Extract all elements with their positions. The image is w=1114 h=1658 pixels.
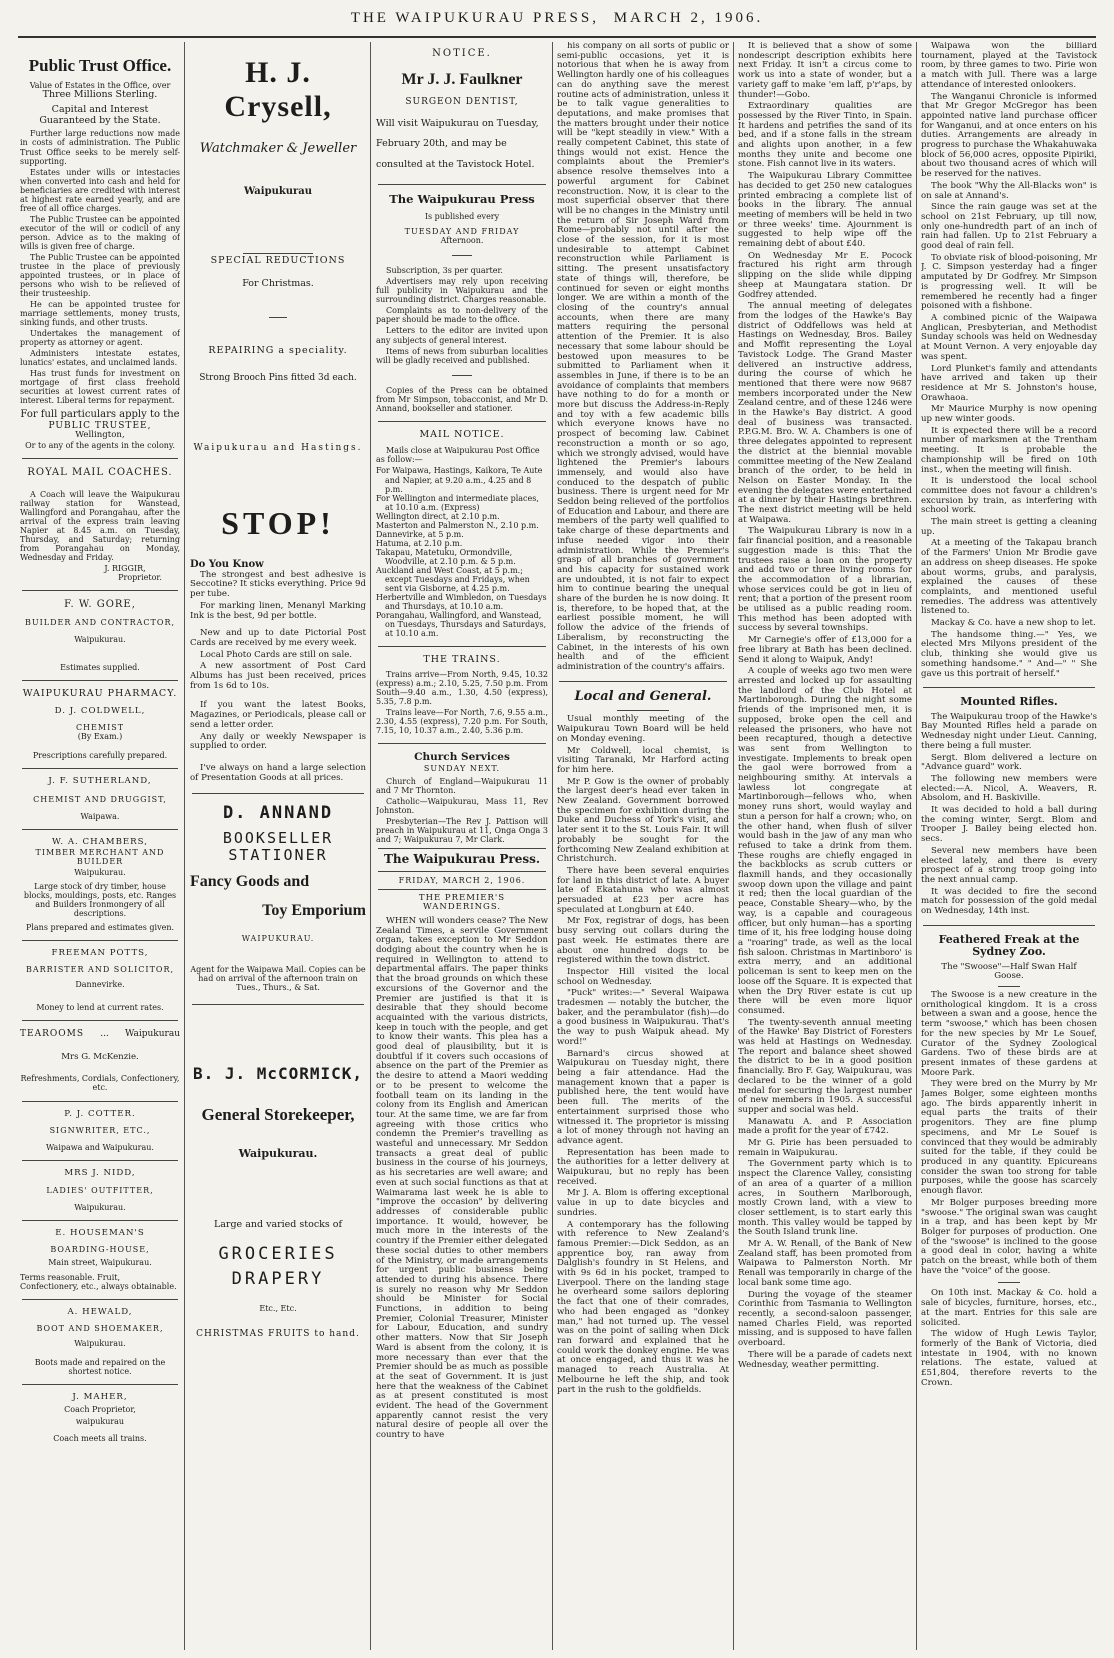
news-item: The Government party which is to inspect the Clarence Valley, consisting of an area of a quarter of a million acres, in Southern Marlborough, mostly Crown land, with a view to closer settlement, is to start early this month. This valley would be tapped by the South Island trunk line.: [738, 1159, 912, 1238]
church-para: Church of England—Waipukurau 11 and 7 Mr Thornton.: [376, 776, 548, 795]
divider: [22, 768, 178, 769]
local-item: Barnard's circus showed at Waipukurau on Tuesday night, there being a fair attendance. Had the management known that a paper is published here, the tent would have been full. The merits of the entertainment surprised those who witnessed it. The proprietor is missing a lot of money through not having an advance agent.: [557, 1048, 729, 1146]
press-editorial-title: The Waipukurau Press.: [383, 852, 541, 867]
local-item: Usual monthly meeting of the Waipukurau Town Board will be held on Monday evening.: [557, 714, 729, 744]
local-general-title: Local and General.: [574, 688, 712, 704]
divider: [378, 871, 546, 872]
press-para: Letters to the editor are invited upon any subjects of general interest.: [376, 326, 548, 345]
divider: [243, 253, 313, 254]
nidd-place: Waipukurau.: [74, 1203, 126, 1212]
mccormick-stocks: Large and varied stocks of: [213, 1219, 343, 1231]
potts-name: FREEMAN POTTS,: [51, 947, 149, 958]
public-trust-title: Public Trust Office.: [28, 56, 172, 75]
maher-name: J. MAHER,: [72, 1391, 128, 1402]
cotter-place: Waipawa and Waipukurau.: [46, 1143, 154, 1153]
press-title: The Waipukurau Press: [389, 192, 535, 207]
crysell-trade: Watchmaker & Jeweller: [199, 140, 357, 156]
local-item: Inspector Hill visited the local school on Wednesday.: [557, 966, 729, 987]
feathered-freak-sub: The "Swoose"—Half Swan Half Goose.: [941, 961, 1077, 982]
crysell-place: Waipukurau: [243, 186, 313, 198]
divider: [378, 646, 546, 647]
divider: [192, 1004, 364, 1005]
divider: [452, 255, 473, 256]
mccormick-trade: General Storekeeper,: [201, 1104, 355, 1124]
do-you-know-para: New and up to date Pictorial Post Cards are received by me every week.: [190, 628, 366, 648]
mounted-rifles-item: The following new members were elected:—A. Nicol, A. Weavers, R. Absolom, and H. Baskiville.: [921, 773, 1097, 804]
do-you-know-para: For marking linen, Menanyl Marking Ink is the best, 9d per bottle.: [190, 600, 366, 621]
maher-trade: Coach Proprietor,: [64, 1405, 136, 1415]
cotter-name: P. J. COTTER.: [64, 1108, 136, 1119]
divider: [998, 986, 1019, 987]
local-item: Mr Fox, registrar of dogs, has been busy serving out collars during the past week. He estimates there are about one hundred dogs to be registered within the town district.: [557, 916, 729, 966]
public-trust-para: Administers intestate estates, lunatics' estates, and unclaimed lands.: [20, 349, 180, 368]
divider: [22, 1160, 178, 1161]
public-trust-particulars: For full particulars apply to the: [20, 409, 180, 421]
news-item: The Waipukurau Library Committee has decided to get 250 new catalogues printed embracing a complete list of books in the library. The annual meeting of members will be held in two or three weeks' time. Ajournment is suggested to help wipe off the remaining debt of about £40.: [738, 171, 912, 250]
chambers-place: Waipukurau.: [74, 867, 126, 877]
feathered-freak-para: Mr Bolger purposes breeding more "swoose." The original swan was caught in a trap, and has been kept by Mr Bolger for purposes of production. One of the "swoose" is inclined to the goose a good deal in color, having a white patch on the breast, while both of them have the "voice" of the goose.: [921, 1197, 1097, 1276]
news-item: The main street is getting a cleaning up.: [921, 517, 1097, 537]
masthead-title: THE WAIPUKURAU PRESS,: [350, 10, 599, 26]
press-para: Complaints as to non-delivery of the paper should be made to the office.: [376, 306, 548, 325]
divider: [923, 925, 1095, 926]
mccormick-etc: Etc., Etc.: [259, 1303, 297, 1313]
houseman-name: E. HOUSEMAN'S: [55, 1228, 145, 1239]
divider: [22, 940, 178, 941]
news-item: Waipawa won the billiard tournament, played at the Tavistock room, by three games to two. Pirie won a match with Jull. There was a large attendance of interested onlookers.: [921, 42, 1097, 90]
pharmacy-trade: CHEMIST: [75, 722, 125, 732]
feathered-freak-title: Feathered Freak at the Sydney Zoo.: [938, 932, 1080, 959]
column-2-advertisements: [190, 42, 366, 1652]
trains-title: THE TRAINS.: [423, 654, 501, 666]
do-you-know-para: A new assortment of Post Card Albums has just been received, prices from 1s 6d to 10s.: [190, 661, 366, 691]
news-item: Mr Carnegie's offer of £13,000 for a free library at Bath has been declined. Send it along to Waipuk, Andy!: [738, 635, 912, 665]
royal-mail-body: A Coach will leave the Waipukurau railway station for Wanstead, Wallingford and Porangahau, after the arrival of the express train leaving Napier at 8.45 a.m. on Tuesday, Thursday, and Saturday; returning from Porangahau on Monday, Wednesday and Friday.: [20, 489, 180, 563]
news-item: Extraordinary qualities are possessed by the River Tinto, in Spain. It hardens and petrifies the sand of its bed, and if a stone falls in the stream and alights upon another, in a few months they unite and become one stone. Fish cannot live in its waters.: [738, 101, 912, 170]
news-item: It is expected there will be a record number of marksmen at the Trentham meeting. It is probable the championship will be fired on 10th inst., when the meeting will finish.: [921, 425, 1097, 475]
christmas-line: For Christmas.: [242, 277, 314, 289]
hewald-trade: BOOT AND SHOEMAKER,: [36, 1323, 164, 1333]
news-item: A combined picnic of the Waipawa Anglican, Presbyterian, and Methodist Sunday schools was held on Wednesday at Mount Vernon. A very enjoyable day was spent.: [921, 312, 1097, 362]
press-published: Is published every: [424, 212, 500, 222]
do-you-know-para: Local Photo Cards are still on sale.: [200, 649, 353, 660]
mail-line: Masterton and Palmerston N., 2.10 p.m.: [376, 520, 539, 530]
tearooms-name: Mrs G. McKenzie.: [61, 1051, 139, 1062]
crysell-places: Waipukurau and Hastings.: [193, 443, 363, 454]
do-you-know-para: I've always on hand a large selection of Presentation Goods at all prices.: [190, 762, 366, 783]
nidd-trade: LADIES' OUTFITTER,: [46, 1185, 154, 1195]
feathered-freak-para: The Swoose is a new creature in the ornithological kingdom. It is a cross between a swan and a goose, hence the term "swoose," which has been chosen for the new species by Mr Le Souef, Curator of the Sydney Zoological Gardens. Two of these birds are at present inmates of these gardens at Moore Park.: [921, 990, 1097, 1078]
chambers-name: W. A. CHAMBERS,: [52, 836, 148, 847]
news-item: The twenty-seventh annual meeting of the Hawke' Bay District of Foresters was held at Hastings on Wednesday. The report and balance sheet showed the district to be in a good position financially. Bro F. Gay, Waipukurau, was declared to be the winner of a gold medal for securing the largest number of new members in 1905. A successful supper and social was held.: [738, 1017, 912, 1115]
church-para: Catholic—Waipukurau, Mass 11, Rev Johnston.: [376, 796, 548, 816]
public-trust-millions: Three Millions Sterling.: [42, 89, 158, 101]
divider: [923, 687, 1095, 688]
sutherland-place: Waipawa.: [80, 811, 120, 821]
news-item: The Wanganui Chronicle is informed that Mr Gregor McGregor has been appointed native land purchase officer for Wanganui, and at once enters on his duties. Arrangements are already in progress to purchase the Whakahuwaka block of 56,000 acres, opposite Pipiriki, about two thousand acres of which will be reserved for the natives.: [921, 91, 1097, 180]
trains-leave: Trains leave—For North, 7.6, 9.55 a.m., 2.30, 4.55 (express), 7.20 p.m. For South, 7.15, 10, 10.37 a.m., 2.40, 5.36 p.m.: [376, 707, 548, 735]
public-trust-para: Further large reductions now made in costs of administration. The Public Trust Office seeks to be merely self-supporting.: [20, 129, 180, 166]
annand-place: WAIPUKURAU.: [241, 933, 315, 943]
mounted-rifles-item: It was decided to fire the second match for possession of the gold medal on Wednesday, 14th inst.: [921, 886, 1097, 917]
divider: [192, 793, 364, 794]
local-item: A contemporary has the following with reference to New Zealand's famous Premier:—Dick Seddon, as an apprentice boy, ran away from Dalglish's foundry in St Helens, and with 9s 6d in his pocket, tramped to Liverpool. There on the landing stage he overheard some sailors deploring the fact that one of their comrades, who had been engaged as "donkey man," had not turned up. The vessel was on the point of sailing when Dick ran forward and explained that he could work the donkey engine. He was at once engaged, and thus it was he managed to reach Australia. At Melbourne he left the ship, and took part in the rush to the goldfields.: [557, 1219, 729, 1395]
faulkner-body: Will visit Waipukurau on Tuesday, February 20th, and may be consulted at the Tavistock Hotel.: [376, 117, 539, 171]
news-item: At a meeting of the Takapau branch of the Farmers' Union Mr Brodie gave an address on sheep diseases. He spoke about worms, grubs, and paralysis, explained the causes of these complaints, and mentioned useful remedies. The address was attentively listened to.: [921, 538, 1097, 617]
local-item: Mr P. Gow is the owner of probably the largest deer's head ever taken in New Zealand. Government borrowed the specimen for exhibition during the Duke and Duchess of York's visit, and later sent it to the St. Louis Fair. It will probably be sought for the forthcoming New Zealand exhibition at Christchurch.: [557, 776, 729, 865]
news-item: The widow of Hugh Lewis Taylor, formerly of the Bank of Victoria, died intestate in 1904, with no known relations. The estate, valued at £51,804, therefore reverts to the Crown.: [921, 1329, 1097, 1388]
mail-line: Hatuma, at 2.10 p.m.: [376, 538, 463, 548]
pharmacy-title: WAIPUKURAU PHARMACY.: [22, 687, 178, 699]
royal-mail-title: ROYAL MAIL COACHES.: [27, 466, 173, 478]
column-divider: [552, 42, 553, 1650]
sutherland-name: J. F. SUTHERLAND,: [48, 776, 152, 787]
hewald-name: A. HEWALD,: [67, 1306, 133, 1317]
divider: [22, 1220, 178, 1221]
notice-title: NOTICE.: [432, 48, 492, 59]
repairing-line: REPAIRING a speciality.: [208, 345, 348, 357]
column-divider: [733, 42, 734, 1650]
divider: [378, 743, 546, 744]
news-item: On 10th inst. Mackay & Co. hold a sale of bicycles, furniture, horses, etc., at the mart. Entries for this sale are solicited.: [921, 1288, 1097, 1328]
mail-line: For Waipawa, Hastings, Kaikora, Te Aute and Napier, at 9.20 a.m., 4.25 and 8 p.m.: [376, 466, 543, 494]
gore-estimates: Estimates supplied.: [60, 662, 140, 672]
mounted-rifles-item: It was decided to hold a ball during the coming winter, Sergt. Blom and Trooper J. Bailey being elected hon. secs.: [921, 805, 1097, 845]
local-item: Mr Coldwell, local chemist, is visiting Taranaki, Mr Harford acting for him here.: [557, 745, 729, 775]
mail-line: For Wellington and intermediate places, at 10.10 a.m. (Express): [376, 493, 539, 512]
divider: [998, 1282, 1019, 1283]
editorial-continued: his company on all sorts of public or semi-public occasions, yet it is notorious that when he is away from Wellington hardly one of his colleagues can do anything save the merest routine acts of administration, unless it be to talk vague generalities to deputations, and make promises that the matters brought under their notice will be "kept steadily in view." With a really competent Cabinet, this state of things would not exist. Hence the complaints about the Premier's absence resolve themselves into a powerful argument for Cabinet reconstruction. Now, it is clear to the most superficial observer that there will be no changes in the Ministry until the return of Sir Joseph Ward from Rome—probably not until after the close of the session, for it is most undesirable to attempt Cabinet reconstruction while Parliament is sitting. The present unsatisfactory state of things will, therefore, be continued for seven or eight months longer. We are within a month of the closing of the country's annual accounts, when there are many matters requiring the personal attention of the Premier. It is also necessary that some labour should be bestowed upon measures to be submitted to Parliament when it assembles in June, if there is to be an avoidance of complaints that members have nothing to do for a month or more but discuss the Address-in-Reply and toy with a few academic bills which everyone knows have no prospect of becoming law. Cabinet reconstruction a month or so ago, which we strongly advised, would have lightened the Premier's labours immensely, and would also have conduced to the despatch of public business. There is urgent need for Mr Seddon being relieved of the portfolios of Education and Labour, and there are members of the party well qualified to take charge of these departments and infuse needed vigor into their administration. While the Premier's grasp of all branches of government and his capacity for sustained work are undoubted, it is not fair to expect him to continue bearing the unequal share of the burden he is now doing. It is, therefore, to be hoped that, at the earliest possible moment, he will follow the advice of the friends of Liberalism, by reconstructing the Cabinet, in the interests of his own health and of the efficient administration of the country's affairs.: [557, 42, 729, 672]
public-trust-para: Undertakes the management of property as attorney or agent.: [20, 329, 180, 348]
annand-line-fancy: Fancy Goods and: [190, 873, 310, 891]
special-reductions: SPECIAL REDUCTIONS: [210, 254, 346, 266]
gore-place: Waipukurau.: [74, 635, 126, 645]
masthead-date: MARCH 2, 1906.: [613, 10, 764, 26]
annand-agent: Agent for the Waipawa Mail. Copies can be had on arrival of the afternoon train on Tues., Thurs., & Sat.: [190, 964, 366, 992]
news-item: Mr G. Pirie has been persuaded to remain in Waipukurau.: [738, 1138, 912, 1158]
mccormick-groceries: GROCERIES: [218, 1244, 338, 1265]
press-editorial-date: FRIDAY, MARCH 2, 1906.: [398, 875, 526, 885]
maher-body: Coach meets all trains.: [53, 1434, 147, 1444]
news-item: The book "Why the All-Blacks won" is on sale at Annand's.: [921, 180, 1097, 201]
divider: [22, 590, 178, 591]
mail-line: Dannevirke, at 5 p.m.: [376, 529, 464, 539]
annand-line-bookseller: BOOKSELLER: [222, 828, 334, 847]
mounted-rifles-item: Several new members have been elected lately, and there is every prospect of a strong troop going into the next annual camp.: [921, 845, 1097, 885]
pharmacy-prescriptions: Prescriptions carefully prepared.: [32, 751, 168, 761]
chambers-plans: Plans prepared and estimates given.: [25, 922, 175, 932]
mounted-rifles-item: The Waipukurau troop of the Hawke's Bay Mounted Rifles held a parade on Wednesday night under Lieut. Canning, there being a full muster.: [921, 711, 1097, 751]
tearooms-dots: ...: [100, 1028, 109, 1039]
maher-place: waipukurau: [75, 1417, 125, 1427]
column-3-notices: [376, 42, 548, 1652]
mail-line: Auckland and West Coast, at 5 p.m.; except Tuesdays and Fridays, when sent via Gisborne, at 4.25 p.m.: [376, 565, 530, 593]
divider: [452, 375, 473, 376]
masthead: [0, 0, 1114, 40]
mail-line: Takapau, Matetuku, Ormondville, Woodville, at 2.10 p.m. & 5 p.m.: [376, 547, 516, 566]
press-para: Copies of the Press can be obtained from Mr Simpson, tobacconist, and Mr D. Annand, bookseller and stationer.: [376, 385, 548, 413]
tearooms-body: Refreshments, Cordials, Confectionery, etc.: [20, 1074, 180, 1093]
mounted-rifles-title: Mounted Rifles.: [960, 695, 1058, 709]
column-4-editorial-local: [557, 42, 729, 1652]
column-1-advertisements: [20, 42, 180, 1652]
pharmacy-exam: (By Exam.): [77, 732, 123, 741]
press-afternoon: Afternoon.: [440, 236, 484, 246]
news-item: During the voyage of the steamer Corinthic from Tasmania to Wellington recently, a second-saloon passenger, named Charles Field, was reported missing, and is supposed to have fallen overboard.: [738, 1289, 912, 1349]
mccormick-fruits: CHRISTMAS FRUITS to hand.: [196, 1328, 360, 1339]
column-divider: [370, 42, 371, 1650]
faulkner-trade: SURGEON DENTIST,: [405, 97, 519, 108]
public-trust-para: The Public Trustee can be appointed executor of the will or codicil of any person. Advice as to the making of wills is given free of charge.: [20, 214, 180, 251]
divider: [22, 1299, 178, 1300]
divider: [22, 1020, 178, 1021]
news-item: A couple of weeks ago two men were arrested and locked up for assaulting the landlord of the Club Hotel at Martinborough. During the night some friends of the imprisoned men, it is supposed, broke open the cell and released the prisoners, who have not been recaptured, though a detective was sent from Wellington to investigate. Implements to break open the gaol were borrowed from a neighbouring smithy. At intervals a lawless lot congregate at Martinborough—fellows who, when money runs short, would waylay and stun a person for half a crown; who, on the other hand, when flush of silver would bash in the jaw of any man who refused to take a drink from them. These roughs are chiefly engaged in the backblocks as scrub cutters or flaxmill hands, and they occasionally swoop down upon the village and paint it red; then the local guardian of the peace, Constable Sheary—who, by the way, is a capable and courageous officer, but only human—has a sporting time of it, his free lodging house doing a "roaring" trade, as well as the local fish saloon. Christmas in Martinboro' is extra merry, and an additional policeman is sent to keep men on the loose off the Square. It is expected that when the Dry River estate is cut up there will be even more liquor consumed.: [738, 666, 912, 1016]
column-5-local-news: [738, 42, 912, 1652]
tearooms-label: TEAROOMS: [20, 1028, 84, 1039]
column-6-news: [921, 42, 1097, 1652]
stop-headline: STOP!: [221, 505, 335, 542]
chambers-body: Large stock of dry timber, house blocks, mouldings, posts, etc. Ranges and Builders Ironmongery of all descriptions.: [23, 881, 177, 918]
mounted-rifles-item: Sergt. Blom delivered a lecture on "Advance guard" work.: [921, 752, 1097, 773]
annand-name: D. ANNAND: [222, 803, 334, 824]
houseman-trade: BOARDING-HOUSE,: [50, 1244, 150, 1254]
column-divider: [184, 42, 185, 1650]
feathered-freak-para: They were bred on the Murry by Mr James Bolger, some eighteen months ago. The birds apparently inherit in equal parts the traits of their progenitors. They are fine plump specimens, and Mr Le Souef is convinced that they would be admirably suited for the table, if they could be produced in any quantity. Epicureans consider the swan too strong for table purposes, while the goose has scarcely enough flavor.: [921, 1079, 1097, 1197]
crysell-name: H. J. Crysell,: [224, 56, 332, 123]
public-trust-agents: Or to any of the agents in the colony.: [25, 440, 175, 450]
brooch-line: Strong Brooch Pins fitted 3d each.: [199, 372, 357, 383]
local-item: Mr J. A. Blom is offering exceptional value in up to date bicycles and sundries.: [557, 1188, 729, 1218]
royal-mail-proprietor: Proprietor.: [118, 573, 162, 583]
divider: [22, 458, 178, 459]
news-item: Manawatu A. and P. Association made a profit for the year of £742.: [738, 1116, 912, 1137]
hewald-body: Boots made and repaired on the shortest notice.: [34, 1357, 166, 1376]
press-para: Advertisers may rely upon receiving full publicity in Waipukurau and the surrounding district. Charges reasonable.: [376, 277, 548, 305]
potts-place: Dannevirke.: [75, 979, 125, 989]
news-item: On Wednesday Mr E. Pocock fractured his right arm through slipping on the slide while dipping sheep at Maungatara station. Dr Godfrey attended.: [738, 250, 912, 300]
news-item: Mr A. W. Renall, of the Bank of New Zealand staff, has been promoted from Waipawa to Palmerston North. Mr Renall was temporarily in charge of the local bank some time ago.: [738, 1239, 912, 1288]
gore-name: F. W. GORE,: [64, 599, 136, 611]
nidd-name: MRS J. NIDD,: [64, 1168, 136, 1179]
news-item: It is understood the local school committee does not favour a children's excursion by train, as interfering with school work.: [921, 476, 1097, 516]
gore-trade: BUILDER AND CONTRACTOR,: [24, 618, 176, 628]
press-para: Items of news from suburban localities will be gladly received and published.: [376, 346, 548, 365]
press-days: TUESDAY AND FRIDAY: [404, 227, 520, 237]
public-trust-para: Estates under wills or intestacies when converted into cash and held for beneficiaries are credited with interest at highest rate earned yearly, and are free of all office charges.: [20, 167, 180, 213]
local-item: Representation has been made to the authorities for a letter delivery at Waipukurau, but no reply has been received.: [557, 1147, 729, 1187]
news-item: The Waipukurau Library is now in a fair financial position, and a reasonable suggestion made is this: That the trustees raise a loan on the property and add two or three living rooms for the accommodation of a librarian, whose services could be got in lieu of rent; that a portion of the present room be utilised as a public reading room. This method has been adopted with success by several townships.: [738, 526, 912, 634]
news-item: Lord Plunket's family and attendants have arrived and taken up their residence at Mr S. Johnston's house, Orawhaoa.: [921, 363, 1097, 403]
divider: [22, 1101, 178, 1102]
public-trust-capital: Capital and Interest Guaranteed by the State.: [39, 103, 161, 126]
news-item: The annual meeting of delegates from the lodges of the Hawke's Bay district of Oddfellows was held at Hastings on Wednesday, Bros. Bailey and Moffit representing the Loyal Tavistock Lodge. The Grand Master delivered an instructive address, during the course of which he mentioned that there were now 9687 members incorporated under the New Zealand centre, and of these 1246 were in the Hawke's Bay district. A good deal of business was transacted. P.P.G.M. Bro. W. A. Chambers is one of three delegates appointed to represent the district at the biennial movable committee meeting of the New Zealand branch of the order, to be held in Nelson on Easter Monday. In the evening the delegates were entertained at a dinner by their Hastings brethren. The next district meeting will be held at Waipawa.: [738, 301, 912, 525]
do-you-know-para: If you want the latest Books, Magazines, or Periodicals, please call or send a letter order.: [190, 700, 366, 730]
potts-trade: BARRISTER AND SOLICITOR,: [25, 965, 175, 975]
premier-body: WHEN will wonders cease? The New Zealand Times, a servile Government organ, takes exception to Mr Seddon dodging about the country when he is required in Wellington to attend to departmental affairs. The paper thinks that the broad grounds on which these excursions of the Governor and the Premier are justified is that it is desirable that they should become acquainted with the various districts, keep in touch with the people, and get to know their wants. This plea has a good deal of plausibility, but it is doubtful if it covers such occasions of absence on the part of the Premier as the desire to attend a Maori wedding or to be present to welcome the football team on its landing in the colony from its English and American tour. At the same time, we are far from agreeing with those critics who condemn the Premier's travelling as wasteful and unnecessary. Mr Seddon transacts a great deal of public business in the course of his journeys, as his secretaries are well aware; and even at such social functions as that at Waimarama last week he is able to "improve the occasion" by delivering addresses of considerable public importance. It would, however, be much more in the interests of the country if the Premier either delegated these social duties to other members of the Ministry, or made arrangements for urgent public business being attended to during his absence. There is surely no reason why Mr Seddon should be Minister for Social Functions, in addition to being Premier, Colonial Treasurer, Minister for Labour, Education, and sundry other matters. Now that Sir Joseph Ward is absent from the colony, it is more necessary than ever that the Premier should be as much as possible at the seat of Government. It is just here that the weakness of the Cabinet as at present constituted is most evident. The head of the Government apparently cannot resist the very natural desire of people all over the country to have: [376, 915, 548, 1441]
chambers-trade: TIMBER MERCHANT AND BUILDER: [35, 847, 165, 866]
tearooms-place: Waipukurau: [125, 1028, 180, 1039]
local-item: There have been several enquiries for land in this district of late. A buyer late of Ekatahuna who was almost persuaded at £23 per acre has speculated at Longburn at £40.: [557, 865, 729, 915]
church-services-sub: SUNDAY NEXT.: [423, 763, 501, 773]
divider: [617, 710, 669, 711]
public-trust-trustee: PUBLIC TRUSTEE,: [48, 420, 152, 431]
public-trust-para: Has trust funds for investment on mortgage of first class freehold securities at lowest current rates of interest. Liberal terms for repayment.: [20, 369, 180, 406]
church-services-title: Church Services: [414, 751, 510, 764]
mail-line: Wellington direct, at 2.10 p.m.: [376, 511, 500, 521]
tearooms-header: [20, 1029, 180, 1039]
public-trust-wellington: Wellington,: [75, 429, 125, 440]
public-trust-para: The Public Trustee can be appointed trustee in the place of previously appointed trustees, or in place of persons who wish to be relieved of their trusteeship.: [20, 252, 180, 298]
column-divider: [916, 42, 917, 1650]
mccormick-name: B. J. McCORMICK,: [192, 1063, 364, 1083]
do-you-know-para: Any daily or weekly Newspaper is supplied to order.: [190, 731, 366, 752]
divider: [559, 681, 727, 682]
mccormick-place: Waipukurau.: [238, 1147, 318, 1161]
trains-arrive: Trains arrive—From North, 9.45, 10.32 (express) a.m.; 2.10, 5.25, 7.50 p.m. From South—9.40 a.m., 1.30, 4.50 (express), 5.35, 7.8 p.m.: [376, 669, 548, 706]
mail-intro: Mails close at Waipukurau Post Office as follow:—: [376, 446, 540, 465]
cotter-trade: SIGNWRITER, ETC.,: [49, 1126, 151, 1136]
divider: [22, 680, 178, 681]
faulkner-name: Mr J. J. Faulkner: [401, 71, 523, 89]
annand-line-stationer: STATIONER: [228, 845, 328, 864]
do-you-know-para: The strongest and best adhesive is Seccotine? It sticks everything. Price 9d per tube.: [190, 569, 366, 600]
sutherland-trade: CHEMIST AND DRUGGIST,: [33, 794, 167, 804]
royal-mail-signature: J. RIGGIR,: [104, 564, 146, 574]
divider: [378, 421, 546, 422]
do-you-know-title: Do You Know: [190, 559, 264, 571]
premier-title: THE PREMIER'S WANDERINGS.: [418, 892, 506, 913]
divider: [22, 829, 178, 830]
news-item: The handsome thing.—" Yes, we elected Mrs Milyons president of the club, thinking she would give us something handsome." " And—" " She gave us this portrait of herself.": [921, 629, 1097, 679]
hewald-place: Waipukurau.: [74, 1338, 126, 1348]
news-item: Since the rain gauge was set at the school on 21st February, up till now, only one-hundredth part of an inch of rain had fallen. Up to 21st February a good deal of rain fell.: [921, 202, 1097, 252]
mail-notice-title: MAIL NOTICE.: [419, 428, 505, 440]
public-trust-value: Value of Estates in the Office, over: [29, 81, 171, 91]
divider: [22, 1384, 178, 1385]
houseman-place: Main street, Waipukurau.: [48, 1257, 152, 1267]
news-item: There will be a parade of cadets next Wednesday, weather permitting.: [738, 1349, 912, 1370]
annand-line-toy: Toy Emporium: [262, 901, 366, 919]
divider: [378, 848, 546, 849]
public-trust-para: He can be appointed trustee for marriage settlements, money trusts, sinking funds, and other trusts.: [20, 300, 180, 328]
news-item: Mackay & Co. have a new shop to let.: [931, 618, 1096, 629]
masthead-rule: [18, 36, 1096, 38]
mccormick-drapery: DRAPERY: [231, 1269, 325, 1290]
news-item: It is believed that a show of some nondescript description exhibits here next Friday. It isn't a circus come to work us into a state of wonder, but a variety gaff to make 'em laff, p'r'aps, by thunder!—Gobo.: [738, 42, 912, 100]
news-item: Mr Maurice Murphy is now opening up new winter goods.: [921, 404, 1097, 425]
pharmacy-name: D. J. COLDWELL,: [54, 706, 146, 717]
divider: [378, 889, 546, 890]
potts-money: Money to lend at current rates.: [36, 1002, 164, 1012]
divider: [269, 317, 287, 318]
mail-line: Herbertville and Wimbledon, on Tuesdays and Thursdays, at 10.10 a.m.: [376, 592, 547, 611]
church-para: Presbyterian—The Rev J. Pattison will preach in Waipukurau at 11, Onga Onga 3 and 7; Waipukurau 7, Mr Clark.: [376, 817, 548, 845]
press-para: Subscription, 3s per quarter.: [386, 266, 503, 276]
mail-line: Porangahau, Wallingford, and Wanstead, on Tuesdays, Thursdays and Saturdays, at 10.10 a.m.: [376, 610, 547, 639]
divider: [378, 184, 546, 185]
news-item: To obviate risk of blood-poisoning, Mr J. C. Simpson yesterday had a finger amputated by Dr Godfrey. Mr Simpson is progressing well. It will be remembered he recently had a finger poisoned with a fishbone.: [921, 252, 1097, 312]
houseman-body: Terms reasonable. Fruit, Confectionery, etc., always obtainable.: [20, 1272, 177, 1291]
local-item: "Puck" writes:—" Several Waipawa tradesmen — notably the butcher, the baker, and the perambulator (fish)—do a good business in Waipukurau. That's the way to push Waipuk ahead. My word!": [557, 988, 729, 1047]
